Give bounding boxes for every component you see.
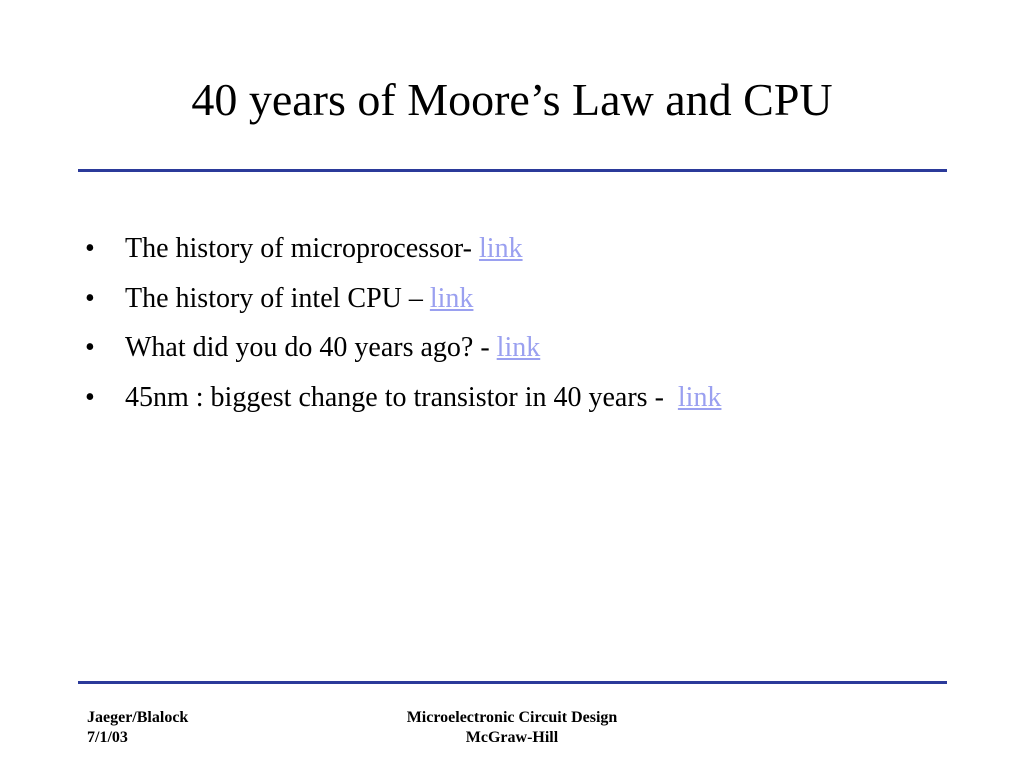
bullet-item-intel-cpu xyxy=(85,277,721,327)
footer-date: 7/1/03 xyxy=(87,729,128,746)
title-divider xyxy=(78,169,947,172)
bullet-dot-icon: • xyxy=(85,233,95,264)
footer-authors: Jaeger/Blalock xyxy=(87,709,189,726)
intel-cpu-history-link[interactable]: link xyxy=(429,282,474,314)
45nm-transistor-link[interactable]: link xyxy=(677,381,722,413)
bullet-text: What did you do 40 years ago? - xyxy=(125,332,497,363)
bullet-item-40-years-ago xyxy=(85,326,721,376)
bullet-dot-icon: • xyxy=(85,381,95,413)
footer-left xyxy=(87,708,188,748)
footer-book-title: Microelectronic Circuit Design xyxy=(406,709,618,726)
bullet-item-45nm xyxy=(85,376,721,426)
footer-publisher: McGraw-Hill xyxy=(465,729,559,746)
bullet-text: 45nm : biggest change to transistor in 40 years - xyxy=(125,381,678,413)
footer-center xyxy=(362,708,662,748)
bullet-item-microprocessor xyxy=(85,227,721,277)
slide-title: 40 years of Moore’s Law and CPU xyxy=(191,74,833,125)
bullet-dot-icon: • xyxy=(85,282,95,314)
bullet-list xyxy=(85,227,721,425)
bullet-text: The history of microprocessor- xyxy=(125,233,480,264)
bullet-dot-icon: • xyxy=(85,332,95,363)
bullet-text: The history of intel CPU – xyxy=(125,282,430,314)
microprocessor-history-link[interactable]: link xyxy=(479,233,523,264)
footer-divider xyxy=(78,681,947,684)
forty-years-ago-link[interactable]: link xyxy=(496,332,541,363)
